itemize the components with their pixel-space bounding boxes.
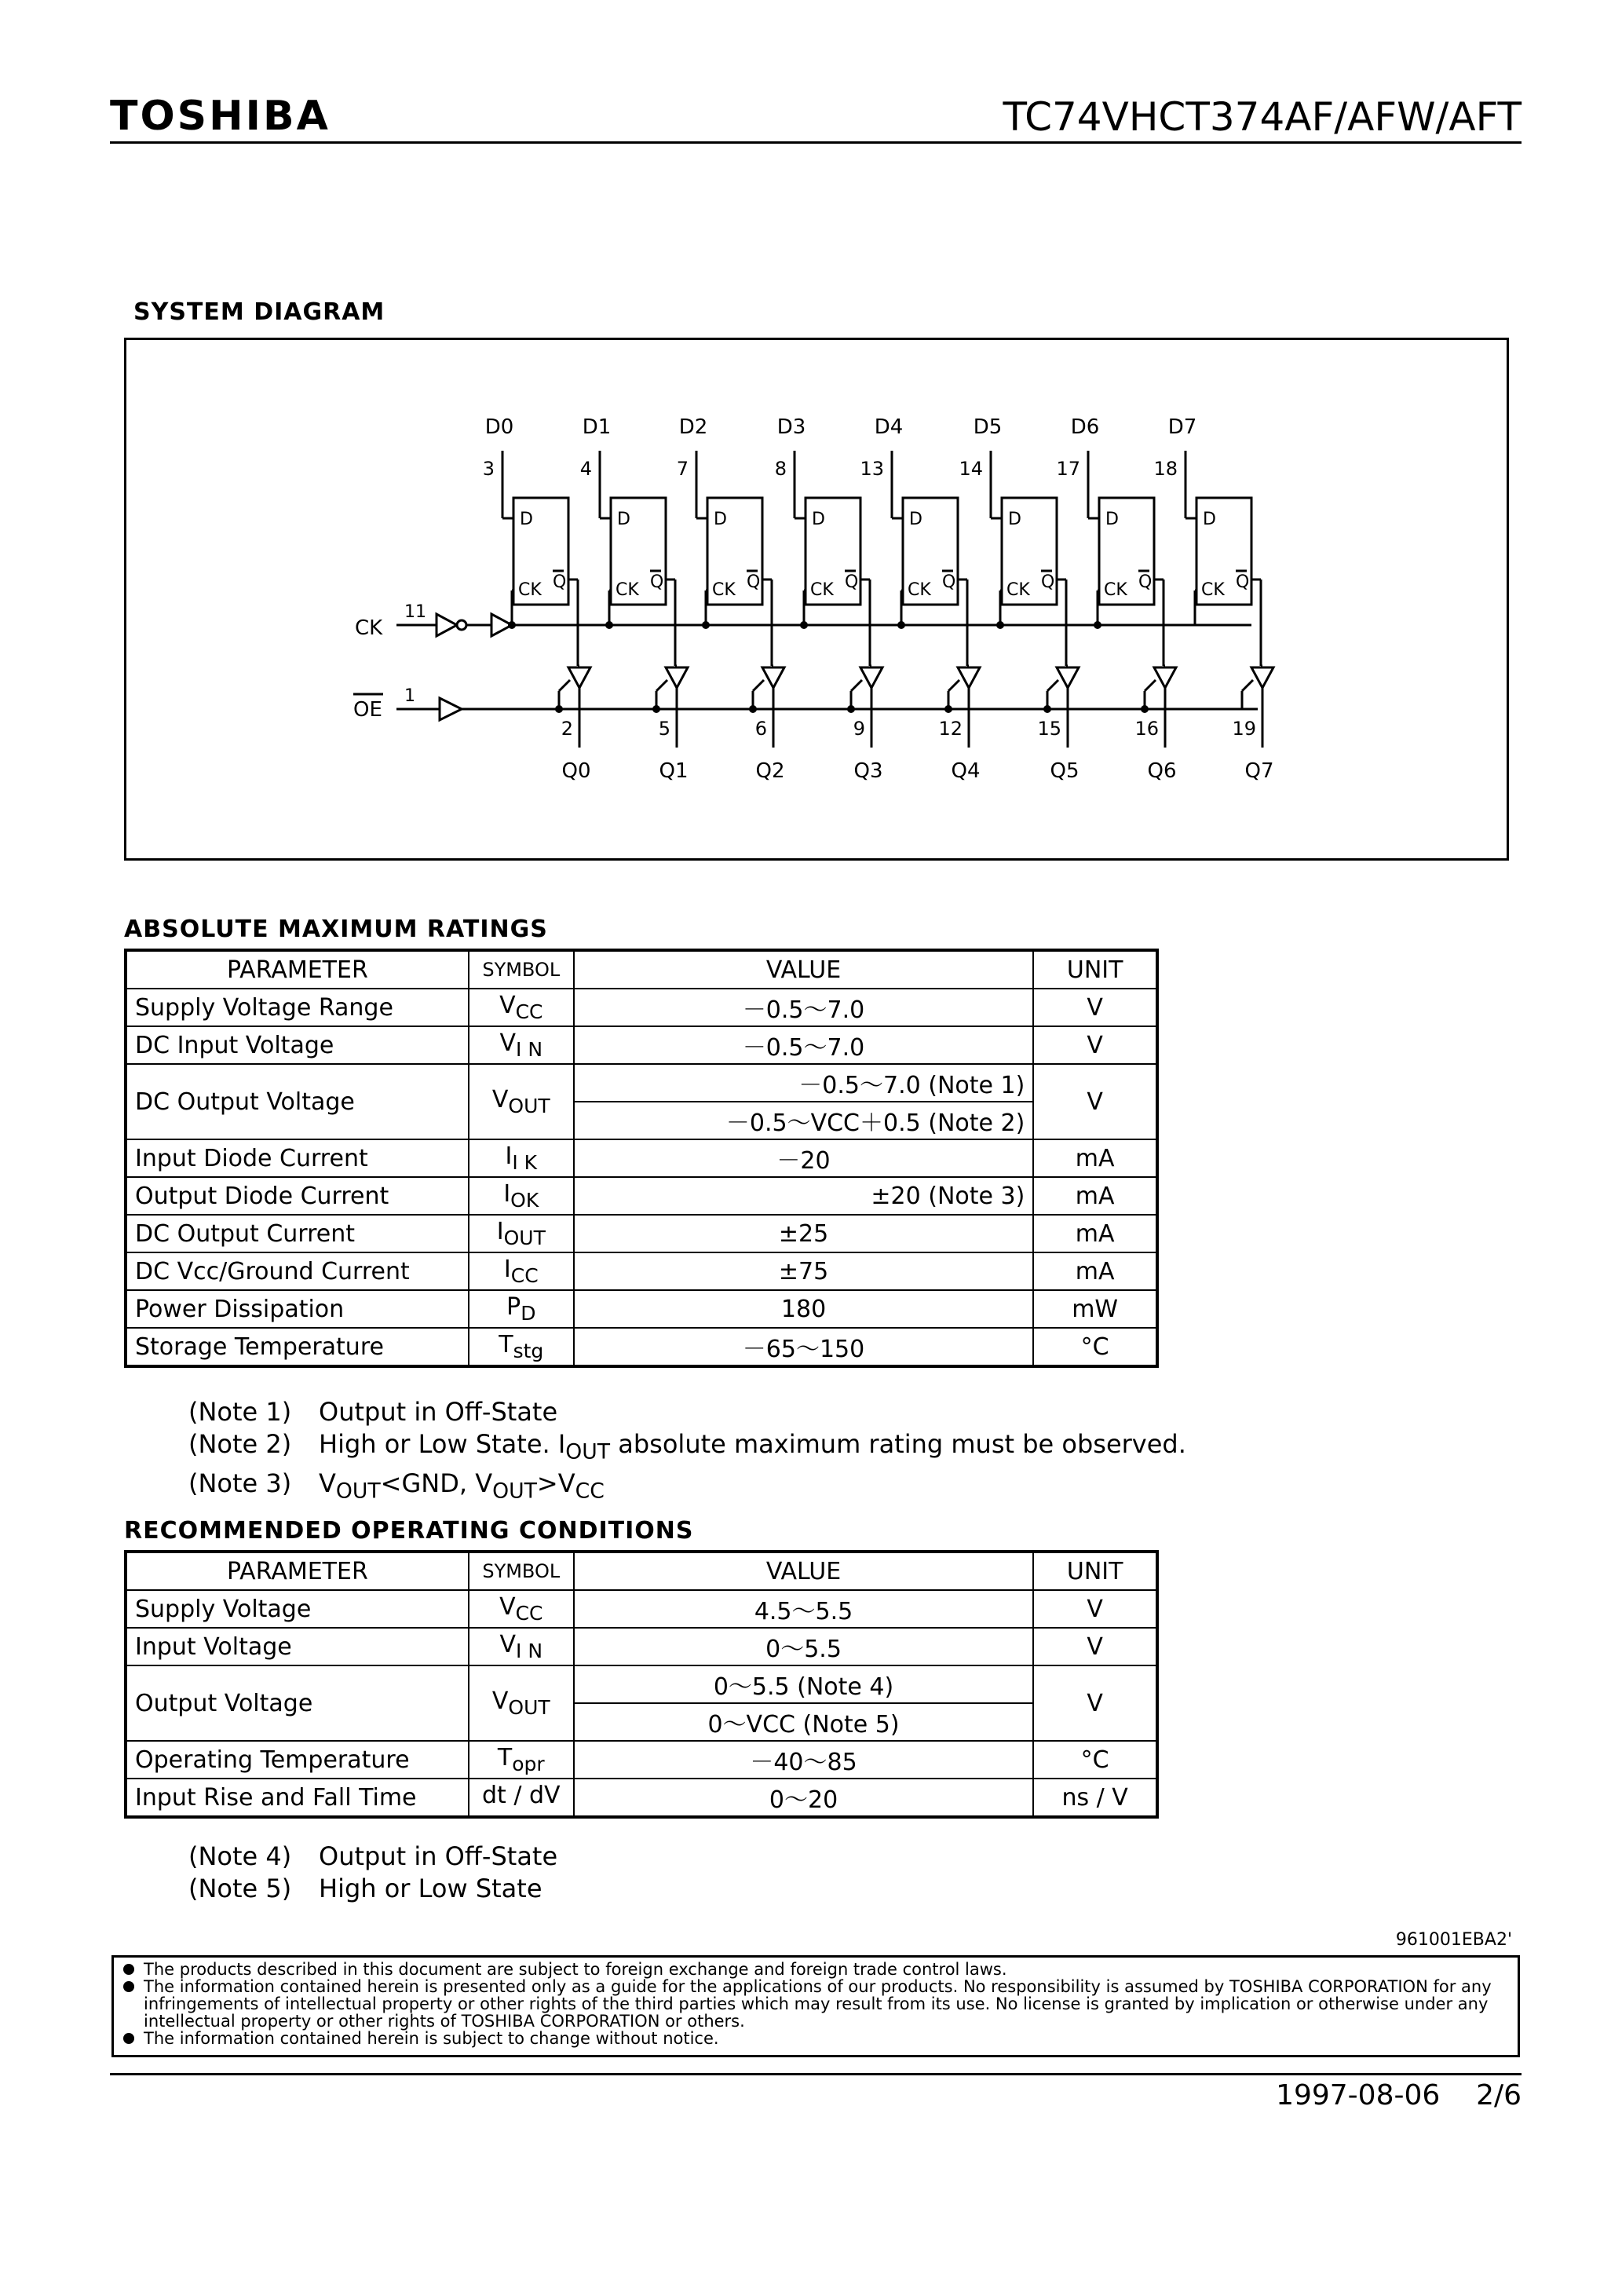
- unit-cell: V: [1033, 1665, 1157, 1741]
- brand-logo: TOSHIBA: [110, 93, 331, 140]
- ff-ck-label: CK: [712, 580, 736, 600]
- input-name-label: D5: [973, 415, 1003, 439]
- junction-dot: [555, 705, 563, 713]
- ff-d-label: D: [617, 510, 630, 529]
- system-diagram-title: SYSTEM DIAGRAM: [133, 298, 385, 326]
- note-label: (Note 2): [188, 1429, 292, 1459]
- oe-enable-wire: [753, 680, 764, 691]
- ff-q-label: Q: [650, 572, 664, 592]
- col-header: VALUE: [574, 950, 1034, 989]
- value-cell: －0.5～7.0 (Note 1): [574, 1064, 1034, 1102]
- output-pin-number: 9: [853, 718, 865, 740]
- rec-op-notes: [188, 1841, 557, 1905]
- param-cell: Power Dissipation: [126, 1290, 469, 1328]
- note-text: High or Low State. I: [319, 1429, 566, 1459]
- col-header: PARAMETER: [126, 1552, 469, 1590]
- ck-pin-number: 11: [404, 602, 426, 622]
- param-cell: Input Rise and Fall Time: [126, 1779, 469, 1817]
- bullet-icon: [123, 1981, 134, 1992]
- value-cell: －0.5～7.0: [574, 1026, 1034, 1064]
- oe-enable-wire: [559, 680, 570, 691]
- output-name-label: Q3: [853, 759, 883, 783]
- ff-d-label: D: [1105, 510, 1119, 529]
- input-name-label: D3: [776, 415, 806, 439]
- table-header-row: [126, 950, 1157, 989]
- unit-cell: V: [1033, 1026, 1157, 1064]
- value-cell: 180: [574, 1290, 1034, 1328]
- note-label: (Note 1): [188, 1397, 292, 1427]
- col-header: PARAMETER: [126, 950, 469, 989]
- junction-dot: [1094, 621, 1101, 629]
- junction-dot: [944, 705, 952, 713]
- oe-enable-wire: [1145, 680, 1156, 691]
- note-label: (Note 4): [188, 1841, 292, 1871]
- output-pin-number: 6: [754, 718, 767, 740]
- table-row: [126, 989, 1157, 1026]
- ff-ck-label: CK: [908, 580, 931, 600]
- output-name-label: Q0: [561, 759, 591, 783]
- tristate-buffer-icon: [762, 667, 784, 688]
- ff-q-label: Q: [553, 572, 567, 592]
- value-cell: －40～85: [574, 1741, 1034, 1779]
- input-name-label: D2: [678, 415, 708, 439]
- param-cell: Input Diode Current: [126, 1139, 469, 1177]
- footer-date: 1997-08-06: [1276, 2079, 1441, 2111]
- output-pin-number: 2: [561, 718, 573, 740]
- abs-max-notes: [188, 1396, 1186, 1508]
- disclaimer-text: The products described in this document are subject to foreign exchange and foreign trade control laws.: [144, 1960, 1007, 1979]
- value-cell: －0.5～7.0: [574, 989, 1034, 1026]
- bullet-icon: [123, 2033, 134, 2044]
- disclaimer-box: [111, 1955, 1520, 2057]
- col-header: UNIT: [1033, 1552, 1157, 1590]
- param-cell: Input Voltage: [126, 1628, 469, 1665]
- junction-dot: [847, 705, 855, 713]
- table-row: [126, 1026, 1157, 1064]
- symbol-cell: $P_D$: [469, 1290, 574, 1328]
- unit-cell: °C: [1033, 1741, 1157, 1779]
- table-row: [126, 1252, 1157, 1290]
- table-row: [126, 1628, 1157, 1665]
- param-cell: DC Output Voltage: [126, 1064, 469, 1139]
- output-pin-number: 16: [1134, 718, 1159, 740]
- col-header: SYMBOL: [469, 1552, 574, 1590]
- value-cell: 0～5.5: [574, 1628, 1034, 1665]
- oe-enable-wire: [851, 680, 862, 691]
- value-cell: ±25: [574, 1215, 1034, 1252]
- table-row: [126, 1590, 1157, 1628]
- footer-rule: [110, 2073, 1522, 2075]
- ck-label: CK: [355, 616, 383, 640]
- note-line: (Note 3) $V_{OUT}<GND$, $V_{OUT}>V_{CC}$: [188, 1468, 605, 1504]
- unit-cell: mA: [1033, 1215, 1157, 1252]
- footer-date-page: [1276, 2079, 1522, 2111]
- junction-dot: [897, 621, 905, 629]
- unit-cell: V: [1033, 1628, 1157, 1665]
- input-pin-number: 3: [482, 458, 495, 480]
- document-id: 961001EBA2': [1395, 1930, 1512, 1950]
- tristate-buffer-icon: [860, 667, 882, 688]
- table-row: [126, 1779, 1157, 1817]
- output-name-label: Q6: [1147, 759, 1177, 783]
- output-name-label: Q7: [1244, 759, 1274, 783]
- note-line: [188, 1873, 557, 1905]
- value-cell: 0～20: [574, 1779, 1034, 1817]
- unit-cell: mA: [1033, 1252, 1157, 1290]
- note-text: Output in Off-State: [319, 1841, 558, 1871]
- ff-d-label: D: [1203, 510, 1216, 529]
- symbol-cell: $V_{OUT}$: [469, 1665, 574, 1741]
- output-name-label: Q4: [951, 759, 981, 783]
- col-header: UNIT: [1033, 950, 1157, 989]
- ff-q-label: Q: [1041, 572, 1055, 592]
- ff-d-label: D: [812, 510, 825, 529]
- symbol-cell: $T_{opr}$: [469, 1741, 574, 1779]
- output-pin-number: 12: [938, 718, 963, 740]
- ff-q-label: Q: [1236, 572, 1250, 592]
- ff-ck-label: CK: [518, 580, 542, 600]
- value-cell: －0.5～VCC＋0.5 (Note 2): [574, 1102, 1034, 1139]
- ff-q-label: Q: [1138, 572, 1153, 592]
- tristate-buffer-icon: [1057, 667, 1079, 688]
- ff-d-label: D: [520, 510, 533, 529]
- unit-cell: V: [1033, 1064, 1157, 1139]
- symbol-cell: $I_{OUT}$: [469, 1215, 574, 1252]
- abs-max-title: ABSOLUTE MAXIMUM RATINGS: [124, 916, 548, 943]
- symbol-cell: $T_{stg}$: [469, 1328, 574, 1366]
- param-cell: Operating Temperature: [126, 1741, 469, 1779]
- table-row: [126, 1064, 1157, 1102]
- input-pin-number: 13: [860, 458, 884, 480]
- system-diagram-svg: [126, 340, 1507, 858]
- oe-enable-wire: [1047, 680, 1058, 691]
- param-cell: DC Vcc/Ground Current: [126, 1252, 469, 1290]
- part-number: TC74VHCT374AF/AFW/AFT: [1003, 94, 1522, 140]
- footer-page: 2/6: [1476, 2079, 1522, 2111]
- value-cell: －65～150: [574, 1328, 1034, 1366]
- junction-dot: [605, 621, 613, 629]
- symbol-cell: $V_{I N}$: [469, 1026, 574, 1064]
- tristate-buffer-icon: [1251, 667, 1273, 688]
- ff-d-label: D: [1008, 510, 1021, 529]
- table-row: [126, 1290, 1157, 1328]
- param-cell: DC Input Voltage: [126, 1026, 469, 1064]
- oe-buffer-icon: [440, 698, 462, 720]
- col-header: SYMBOL: [469, 950, 574, 989]
- table-row: [126, 1139, 1157, 1177]
- disclaimer-item: [123, 1961, 1508, 1978]
- junction-dot: [996, 621, 1004, 629]
- rec-op-title: RECOMMENDED OPERATING CONDITIONS: [124, 1517, 694, 1545]
- note-line: [188, 1396, 1186, 1428]
- symbol-cell: $I_{I K}$: [469, 1139, 574, 1177]
- symbol-cell: $I_{OK}$: [469, 1177, 574, 1215]
- junction-dot: [1141, 705, 1149, 713]
- value-cell: 0～VCC (Note 5): [574, 1703, 1034, 1741]
- rec-op-table: [124, 1550, 1159, 1819]
- output-pin-number: 5: [658, 718, 670, 740]
- col-header: VALUE: [574, 1552, 1034, 1590]
- table-row: [126, 1215, 1157, 1252]
- junction-dot: [652, 705, 660, 713]
- table-row: [126, 1328, 1157, 1366]
- note-line: [188, 1841, 557, 1873]
- symbol-cell: $V_{OUT}$: [469, 1064, 574, 1139]
- oe-enable-wire: [656, 680, 667, 691]
- symbol-cell: $V_{CC}$: [469, 989, 574, 1026]
- unit-cell: mA: [1033, 1139, 1157, 1177]
- junction-dot: [1043, 705, 1051, 713]
- param-cell: Supply Voltage Range: [126, 989, 469, 1026]
- unit-cell: V: [1033, 989, 1157, 1026]
- table-header-row: [126, 1552, 1157, 1590]
- input-pin-number: 18: [1153, 458, 1178, 480]
- disclaimer-item: [123, 2030, 1508, 2047]
- ff-d-label: D: [714, 510, 727, 529]
- unit-cell: V: [1033, 1590, 1157, 1628]
- output-pin-number: 19: [1232, 718, 1256, 740]
- note-text: V: [319, 1468, 336, 1499]
- ff-ck-label: CK: [1006, 580, 1030, 600]
- note-text: Output in Off-State: [319, 1397, 558, 1427]
- disclaimer-text: The information contained herein is subject to change without notice.: [144, 2029, 719, 2048]
- tristate-buffer-icon: [568, 667, 590, 688]
- param-cell: DC Output Current: [126, 1215, 469, 1252]
- ff-ck-label: CK: [1201, 580, 1225, 600]
- input-pin-number: 8: [774, 458, 787, 480]
- ff-q-label: Q: [845, 572, 859, 592]
- ff-ck-label: CK: [1104, 580, 1127, 600]
- input-name-label: D7: [1167, 415, 1197, 439]
- disclaimer-item: [123, 1978, 1508, 2030]
- junction-dot: [702, 621, 710, 629]
- note-line: (Note 2) High or Low State. $I_{OUT}$ absolute maximum rating must be observed.: [188, 1429, 1186, 1464]
- oe-enable-wire: [1242, 680, 1253, 691]
- bullet-icon: [123, 1964, 134, 1975]
- input-pin-number: 17: [1056, 458, 1080, 480]
- unit-cell: ns / V: [1033, 1779, 1157, 1817]
- input-name-label: D4: [874, 415, 904, 439]
- ff-d-label: D: [909, 510, 922, 529]
- oe-pin-number: 1: [404, 686, 415, 706]
- oe-label: OE: [353, 698, 382, 722]
- symbol-cell: dt / dV: [469, 1779, 574, 1817]
- output-pin-number: 15: [1037, 718, 1061, 740]
- note-label: (Note 3): [188, 1468, 292, 1499]
- output-name-label: Q1: [659, 759, 689, 783]
- abs-max-table: [124, 949, 1159, 1368]
- symbol-cell: $I_{CC}$: [469, 1252, 574, 1290]
- ck-inverter-bubble-icon: [457, 620, 466, 630]
- junction-dot: [800, 621, 808, 629]
- input-name-label: D6: [1070, 415, 1100, 439]
- table-row: [126, 1177, 1157, 1215]
- disclaimer-text: The information contained herein is presented only as a guide for the applications of our products. No responsibility is assumed by TOSHIBA CORPORATION for any infringements of intellectual property or other rights of the third parties which may result from its use. No license is granted by implication or otherwise under any intellectual property or other rights of TOSHIBA CORPORATION or others.: [144, 1977, 1492, 2031]
- tristate-buffer-icon: [958, 667, 980, 688]
- input-name-label: D0: [484, 415, 514, 439]
- tristate-buffer-icon: [666, 667, 688, 688]
- unit-cell: °C: [1033, 1328, 1157, 1366]
- ff-q-label: Q: [747, 572, 761, 592]
- param-cell: Output Diode Current: [126, 1177, 469, 1215]
- symbol-cell: $V_{I N}$: [469, 1628, 574, 1665]
- value-cell: －20: [574, 1139, 1034, 1177]
- input-pin-number: 7: [676, 458, 689, 480]
- table-row: [126, 1741, 1157, 1779]
- header-rule: [110, 141, 1522, 144]
- junction-dot: [508, 621, 516, 629]
- tristate-buffer-icon: [1154, 667, 1176, 688]
- param-cell: Output Voltage: [126, 1665, 469, 1741]
- ff-ck-label: CK: [616, 580, 639, 600]
- system-diagram: [124, 338, 1509, 861]
- junction-dot: [749, 705, 757, 713]
- note-label: (Note 5): [188, 1874, 292, 1903]
- param-cell: Storage Temperature: [126, 1328, 469, 1366]
- note-text: High or Low State: [319, 1874, 542, 1903]
- table-row: [126, 1665, 1157, 1703]
- value-cell: ±20 (Note 3): [574, 1177, 1034, 1215]
- input-pin-number: 14: [959, 458, 983, 480]
- value-cell: 0～5.5 (Note 4): [574, 1665, 1034, 1703]
- ff-q-label: Q: [942, 572, 956, 592]
- output-name-label: Q2: [755, 759, 785, 783]
- unit-cell: mW: [1033, 1290, 1157, 1328]
- value-cell: ±75: [574, 1252, 1034, 1290]
- param-cell: Supply Voltage: [126, 1590, 469, 1628]
- ck-buffer-icon: [437, 614, 457, 636]
- value-cell: 4.5～5.5: [574, 1590, 1034, 1628]
- input-name-label: D1: [582, 415, 612, 439]
- unit-cell: mA: [1033, 1177, 1157, 1215]
- symbol-cell: $V_{CC}$: [469, 1590, 574, 1628]
- ff-ck-label: CK: [810, 580, 834, 600]
- output-name-label: Q5: [1050, 759, 1080, 783]
- input-pin-number: 4: [579, 458, 592, 480]
- oe-enable-wire: [948, 680, 959, 691]
